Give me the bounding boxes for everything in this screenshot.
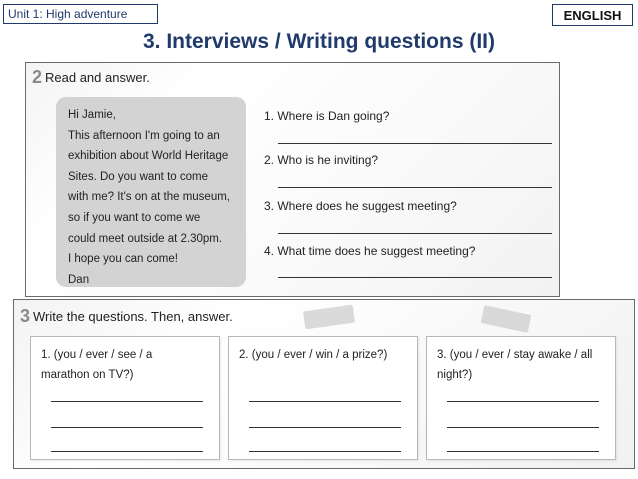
letter-note: [56, 97, 246, 287]
prompt-1: [41, 345, 152, 385]
answer-line-4[interactable]: [278, 277, 552, 278]
page-title: 3. Interviews / Writing questions (II): [143, 30, 495, 53]
letter-line: could meet outside at 2.30pm.: [68, 232, 223, 245]
write-line[interactable]: [249, 427, 401, 428]
prompt-line: 2. (you / ever / win / a prize?): [239, 349, 388, 361]
exercise-2-panel: [25, 62, 560, 297]
subject-label: ENGLISH: [552, 4, 633, 26]
answer-line-3[interactable]: [278, 233, 552, 234]
write-line[interactable]: [447, 451, 599, 452]
question-3: 3. Where does he suggest meeting?: [264, 199, 457, 213]
write-line[interactable]: [249, 401, 401, 402]
prompt-2: [239, 345, 387, 365]
question-1: 1. Where is Dan going?: [264, 109, 390, 123]
exercise-3-panel: [13, 299, 635, 469]
question-2: 2. Who is he inviting?: [264, 153, 379, 167]
exercise-2-number: 2: [32, 67, 43, 87]
tape-decoration: [303, 305, 355, 330]
letter-line: This afternoon I'm going to an: [68, 129, 220, 142]
exercise-3-heading: [20, 306, 233, 327]
write-line[interactable]: [447, 401, 599, 402]
question-card-2: [228, 336, 418, 460]
prompt-line: 3. (you / ever / stay awake / all: [437, 349, 593, 361]
answer-line-1[interactable]: [278, 143, 552, 144]
exercise-3-number: 3: [20, 306, 31, 326]
write-line[interactable]: [447, 427, 599, 428]
write-line[interactable]: [51, 401, 203, 402]
exercise-3-instruction: Write the questions. Then, answer.: [33, 309, 233, 324]
tape-decoration: [481, 305, 532, 333]
question-card-1: [30, 336, 220, 460]
answer-line-2[interactable]: [278, 187, 552, 188]
letter-line: I hope you can come!: [68, 253, 178, 266]
prompt-line: 1. (you / ever / see / a: [41, 349, 153, 361]
question-4: 4. What time does he suggest meeting?: [264, 244, 476, 258]
exercise-2-heading: [32, 67, 150, 88]
unit-label: Unit 1: High adventure: [3, 4, 158, 24]
letter-line: exhibition about World Heritage: [68, 150, 229, 163]
question-card-3: [426, 336, 616, 460]
letter-line: so if you want to come we: [68, 211, 201, 224]
letter-line: Hi Jamie,: [68, 109, 116, 121]
letter-line: Sites. Do you want to come: [68, 170, 208, 183]
prompt-3: [437, 345, 592, 385]
write-line[interactable]: [51, 427, 203, 428]
letter-line: with me? It's on at the museum,: [68, 191, 230, 204]
write-line[interactable]: [51, 451, 203, 452]
prompt-line: marathon on TV?): [41, 369, 134, 381]
write-line[interactable]: [249, 451, 401, 452]
exercise-2-instruction: Read and answer.: [45, 70, 150, 85]
prompt-line: night?): [437, 369, 473, 381]
letter-line: Dan: [68, 273, 90, 286]
